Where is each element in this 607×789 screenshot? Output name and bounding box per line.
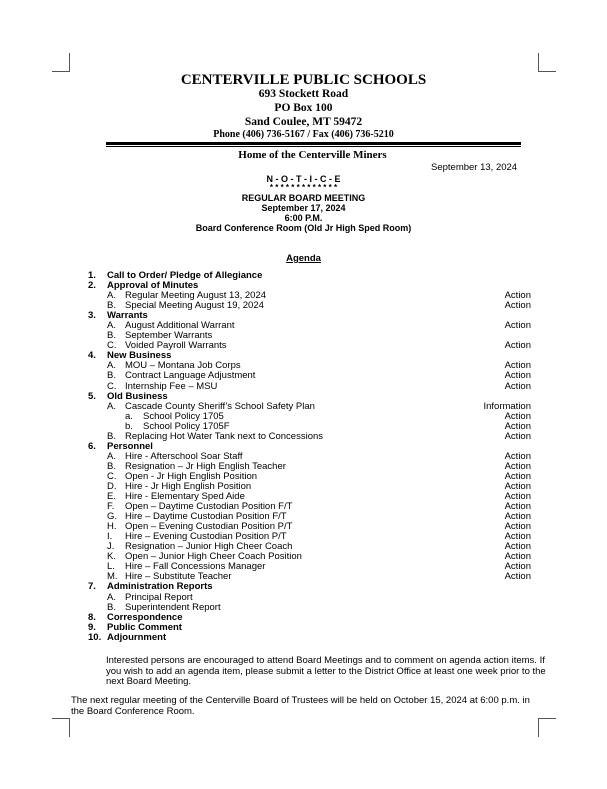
notice-title: N - O - T - I - C - E: [266, 174, 341, 184]
section-label: Administration Reports: [107, 581, 213, 593]
section-number: 2.: [88, 280, 96, 292]
header-rule-thick: [106, 142, 521, 145]
item-letter: A.: [107, 320, 116, 332]
item-status: Action: [504, 370, 531, 382]
item-status: Action: [504, 470, 531, 482]
notice-date: September 13, 2024: [431, 162, 518, 173]
item-letter: H.: [107, 521, 117, 533]
item-letter: B.: [107, 300, 116, 312]
header-rule-thin: [106, 146, 521, 147]
item-letter: D.: [107, 480, 117, 492]
item-letter: A.: [107, 400, 116, 412]
item-label: Hire – Fall Concessions Manager: [125, 561, 266, 573]
public-notice: Interested persons are encouraged to attend Board Meetings and to comment on agenda action items. If you wish to add an agenda item, please submit a letter to the District Office at least one week prior to the next Board Meeting.: [106, 655, 546, 687]
item-label: Replacing Hot Water Tank next to Concessions: [125, 430, 324, 442]
meeting-date: September 17, 2024: [261, 203, 346, 213]
item-label: Hire – Evening Custodian Position P/T: [125, 531, 287, 543]
item-label: Hire - Elementary Sped Aide: [125, 491, 245, 503]
item-letter: B.: [107, 430, 116, 442]
section-label: New Business: [107, 350, 172, 362]
item-status: Action: [504, 360, 531, 372]
section-number: 5.: [88, 390, 96, 402]
item-label: Superintendent Report: [125, 601, 221, 613]
meeting-type: REGULAR BOARD MEETING: [241, 193, 366, 203]
item-label: Voided Payroll Warrants: [125, 340, 227, 352]
item-status: Action: [504, 380, 531, 392]
item-status: Action: [504, 501, 531, 513]
section-number: 7.: [88, 581, 96, 593]
item-label: Special Meeting August 19, 2024: [125, 300, 264, 312]
agenda-item: [88, 301, 534, 311]
address-line-2: PO Box 100: [274, 102, 333, 114]
next-meeting: The next regular meeting of the Centerville Board of Trustees will be held on October 15, 2024 at 6:00 p.m. in the Board Conference Room.: [71, 695, 530, 717]
item-label: September Warrants: [125, 330, 213, 342]
item-label: MOU – Montana Job Corps: [125, 360, 241, 372]
notice-stars: * * * * * * * * * * * * *: [269, 183, 338, 192]
item-status: Action: [504, 450, 531, 462]
item-letter: G.: [107, 511, 118, 523]
item-status: Action: [504, 511, 531, 523]
section-label: Approval of Minutes: [107, 280, 199, 292]
item-label: August Additional Warrant: [125, 320, 235, 332]
item-label: Open – Evening Custodian Position P/T: [125, 521, 293, 533]
subitem-status: Action: [504, 420, 531, 432]
crop-mark: [538, 718, 539, 737]
item-status: Action: [504, 491, 531, 503]
crop-mark: [69, 53, 70, 72]
item-status: Action: [504, 430, 531, 442]
item-label: Cascade County Sheriff’s School Safety Plan: [125, 400, 315, 412]
meeting-location: Board Conference Room (Old Jr High Sped Room): [195, 223, 412, 233]
item-label: Principal Report: [125, 591, 193, 603]
address-line-1: 693 Stockett Road: [258, 88, 349, 100]
item-label: Contract Language Adjustment: [125, 370, 256, 382]
section-label: Call to Order/ Pledge of Allegiance: [107, 270, 263, 281]
item-status: Action: [504, 561, 531, 573]
item-letter: F.: [107, 501, 115, 513]
item-status: Information: [483, 400, 531, 412]
item-letter: C.: [107, 380, 117, 392]
item-status: Action: [504, 340, 531, 352]
crop-mark: [538, 718, 556, 719]
subitem-label: School Policy 1705F: [143, 420, 230, 432]
subitem-letter: a.: [125, 410, 133, 422]
meeting-time: 6:00 P.M.: [284, 213, 323, 223]
item-letter: A.: [107, 591, 116, 603]
section-number: 1.: [88, 270, 96, 281]
item-letter: B.: [107, 601, 116, 613]
item-label: Open - Jr High English Position: [125, 470, 258, 482]
item-label: Hire – Daytime Custodian Position F/T: [125, 511, 287, 523]
agenda-item: [88, 371, 534, 381]
item-letter: L.: [107, 561, 115, 573]
city-state-zip: Sand Coulee, MT 59472: [244, 116, 363, 128]
item-letter: B.: [107, 330, 116, 342]
subitem-label: School Policy 1705: [143, 410, 224, 422]
item-label: Open – Junior High Cheer Coach Position: [125, 551, 302, 563]
item-label: Resignation – Junior High Cheer Coach: [125, 541, 293, 553]
section-number: 6.: [88, 440, 96, 452]
section-label: Personnel: [107, 440, 153, 452]
item-status: Action: [504, 320, 531, 332]
subitem-status: Action: [504, 410, 531, 422]
item-label: Hire – Substitute Teacher: [125, 571, 232, 583]
item-status: Action: [504, 300, 531, 312]
agenda-item: [88, 432, 534, 442]
school-name: CENTERVILLE PUBLIC SCHOOLS: [180, 72, 427, 88]
item-label: Internship Fee – MSU: [125, 380, 218, 392]
item-letter: K.: [107, 551, 116, 563]
item-label: Hire - Afterschool Soar Staff: [125, 450, 243, 462]
item-status: Action: [504, 521, 531, 533]
item-status: Action: [504, 480, 531, 492]
section-number: 10.: [88, 631, 102, 643]
item-letter: C.: [107, 470, 117, 482]
item-status: Action: [504, 531, 531, 543]
item-label: Resignation – Jr High English Teacher: [125, 460, 286, 472]
item-status: Action: [504, 551, 531, 563]
agenda-title: Agenda: [286, 253, 321, 264]
section-label: Public Comment: [107, 621, 182, 633]
crop-mark: [52, 718, 70, 719]
item-letter: M.: [107, 571, 118, 583]
item-letter: E.: [107, 491, 116, 503]
item-status: Action: [504, 460, 531, 472]
phone-fax: Phone (406) 736-5167 / Fax (406) 736-5210: [213, 129, 394, 140]
agenda-section: [88, 633, 534, 643]
section-label: Adjournment: [107, 631, 167, 643]
item-letter: J.: [107, 541, 115, 553]
agenda-section: [88, 582, 534, 592]
section-label: Correspondence: [107, 611, 183, 623]
section-number: 8.: [88, 611, 96, 623]
item-status: Action: [504, 290, 531, 302]
item-letter: B.: [107, 460, 116, 472]
item-letter: I.: [107, 531, 113, 543]
item-letter: B.: [107, 370, 116, 382]
item-letter: C.: [107, 340, 117, 352]
agenda-list: [88, 271, 534, 643]
item-label: Regular Meeting August 13, 2024: [125, 290, 267, 302]
section-number: 9.: [88, 621, 96, 633]
crop-mark: [69, 718, 70, 737]
item-label: Open – Daytime Custodian Position F/T: [125, 501, 293, 513]
motto: Home of the Centerville Miners: [238, 149, 387, 161]
section-label: Old Business: [107, 390, 168, 402]
section-number: 3.: [88, 310, 96, 322]
item-status: Action: [504, 571, 531, 583]
section-label: Warrants: [107, 310, 148, 322]
item-letter: A.: [107, 290, 116, 302]
item-status: Action: [504, 541, 531, 553]
crop-mark: [538, 53, 539, 72]
item-label: Hire - Jr High English Position: [125, 480, 252, 492]
subitem-letter: b.: [125, 420, 133, 432]
item-letter: A.: [107, 360, 116, 372]
item-letter: A.: [107, 450, 116, 462]
section-number: 4.: [88, 350, 96, 362]
